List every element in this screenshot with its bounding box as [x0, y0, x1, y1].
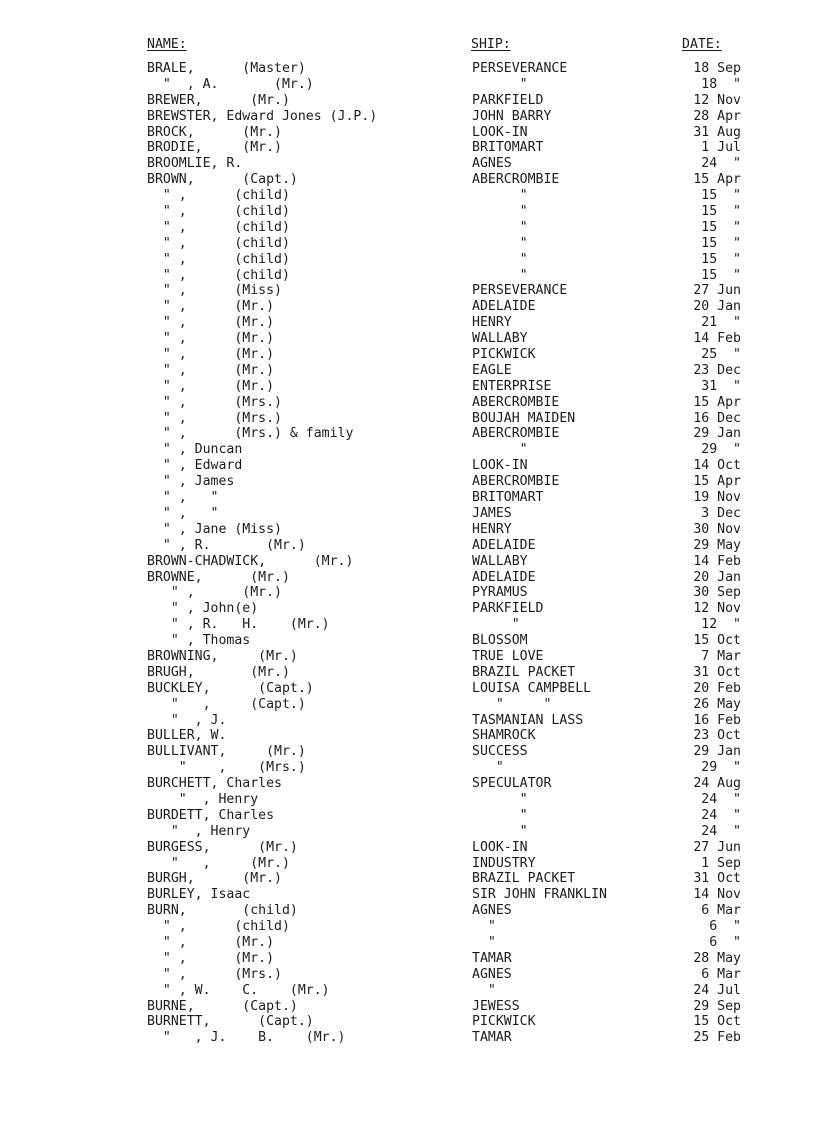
row-name: BROWNING, (Mr.) [147, 648, 298, 664]
row-name: " , A. (Mr.) [147, 76, 314, 92]
row-name: " , (Mr.) [147, 331, 275, 347]
row-date: 12 " [701, 617, 741, 633]
row-ship: " [472, 982, 496, 998]
row-ship: LOUISA CAMPBELL [472, 680, 592, 696]
list-row [0, 125, 816, 141]
row-date: 29 Jan [693, 744, 741, 760]
row-name: BURN, (child) [147, 903, 298, 919]
row-ship: PYRAMUS [472, 585, 528, 601]
column-header-name: NAME: [147, 37, 187, 52]
row-ship: ADELAIDE [472, 537, 536, 553]
row-ship: AGNES [472, 903, 512, 919]
list-row [0, 1030, 816, 1046]
list-row [0, 522, 816, 538]
row-name: BRALE, (Master) [147, 61, 306, 76]
list-row [0, 554, 816, 570]
list-row [0, 538, 816, 554]
row-ship: BLOSSOM [472, 633, 528, 649]
row-name: BURGH, (Mr.) [147, 871, 282, 887]
list-row [0, 109, 816, 125]
row-date: 20 Jan [693, 299, 741, 315]
row-date: 6 Mar [701, 966, 741, 982]
row-date: 15 " [701, 219, 741, 235]
row-ship: " [472, 807, 528, 823]
row-ship: HENRY [472, 521, 512, 537]
row-ship: " [472, 791, 528, 807]
row-name: " , (child) [147, 919, 290, 935]
row-ship: " [472, 823, 528, 839]
row-ship: " [472, 204, 528, 220]
row-ship: ABERCROMBIE [472, 474, 560, 490]
row-name: " , (Mr.) [147, 855, 290, 871]
list-row [0, 935, 816, 951]
row-name: " , (Mr.) [147, 950, 275, 966]
row-ship: ADELAIDE [472, 299, 536, 315]
list-row [0, 697, 816, 713]
list-row [0, 649, 816, 665]
row-name: " , Duncan [147, 442, 243, 458]
row-date: 3 Dec [701, 505, 741, 521]
row-name: " , Henry [147, 823, 251, 839]
list-row [0, 252, 816, 268]
row-date: 28 Apr [693, 108, 741, 124]
row-name: BREWER, (Mr.) [147, 92, 290, 108]
row-date: 15 Oct [693, 1014, 741, 1030]
row-ship: TAMAR [472, 1030, 512, 1046]
row-date: 15 Apr [693, 172, 741, 188]
list-row [0, 760, 816, 776]
row-name: BURLEY, Isaac [147, 887, 251, 903]
row-date: 15 Apr [693, 474, 741, 490]
row-name: BURNE, (Capt.) [147, 998, 298, 1014]
row-date: 29 Sep [693, 998, 741, 1014]
row-date: 27 Jun [693, 283, 741, 299]
row-date: 19 Nov [693, 490, 741, 506]
row-name: " , (child) [147, 235, 290, 251]
row-name: " , (Miss) [147, 283, 282, 299]
row-name: " , Jane (Miss) [147, 521, 282, 537]
list-row [0, 713, 816, 729]
row-date: 30 Nov [693, 521, 741, 537]
list-row [0, 220, 816, 236]
list-row [0, 299, 816, 315]
list-row [0, 983, 816, 999]
row-date: 16 Feb [693, 712, 741, 728]
list-row [0, 856, 816, 872]
row-ship: JAMES [472, 505, 512, 521]
row-name: " , " [147, 490, 219, 506]
list-row [0, 347, 816, 363]
list-row [0, 887, 816, 903]
list-row [0, 1014, 816, 1030]
list-row [0, 188, 816, 204]
row-ship: PARKFIELD [472, 601, 544, 617]
list-row [0, 283, 816, 299]
row-date: 24 " [701, 791, 741, 807]
list-row [0, 585, 816, 601]
list-row [0, 490, 816, 506]
row-date: 14 Oct [693, 458, 741, 474]
list-row [0, 140, 816, 156]
row-ship: " [472, 251, 528, 267]
row-date: 21 " [701, 315, 741, 331]
row-ship: " [472, 617, 520, 633]
row-date: 14 Feb [693, 331, 741, 347]
row-ship: SPECULATOR [472, 776, 552, 792]
row-ship: " " [472, 696, 552, 712]
row-name: BUCKLEY, (Capt.) [147, 680, 314, 696]
row-date: 31 " [701, 378, 741, 394]
list-row [0, 570, 816, 586]
row-ship: " [472, 188, 528, 204]
row-ship: " [472, 267, 528, 283]
list-row [0, 363, 816, 379]
row-ship: LOOK-IN [472, 124, 528, 140]
row-ship: SIR JOHN FRANKLIN [472, 887, 607, 903]
row-date: 29 Jan [693, 426, 741, 442]
list-row [0, 426, 816, 442]
row-date: 16 Dec [693, 410, 741, 426]
row-name: " , (Mr.) [147, 378, 275, 394]
list-row [0, 681, 816, 697]
row-name: " , (Mr.) [147, 315, 275, 331]
row-name: BURCHETT, Charles [147, 776, 282, 792]
row-name: " , (child) [147, 219, 290, 235]
row-name: " , (Mrs.) [147, 760, 306, 776]
row-name: BRODIE, (Mr.) [147, 140, 282, 156]
row-ship: " [472, 442, 528, 458]
row-name: " , James [147, 474, 235, 490]
row-name: " , (Mrs.) & family [147, 426, 354, 442]
row-ship: AGNES [472, 966, 512, 982]
row-name: " , (Mr.) [147, 585, 282, 601]
row-ship: TASMANIAN LASS [472, 712, 584, 728]
list-row [0, 93, 816, 109]
row-name: " , (Mrs.) [147, 966, 282, 982]
row-date: 12 Nov [693, 92, 741, 108]
row-ship: BRAZIL PACKET [472, 871, 576, 887]
row-ship: PICKWICK [472, 1014, 536, 1030]
list-row [0, 792, 816, 808]
row-name: " , (child) [147, 267, 290, 283]
list-row [0, 315, 816, 331]
row-date: 30 Sep [693, 585, 741, 601]
row-ship: ADELAIDE [472, 569, 536, 585]
row-name: " , (Capt.) [147, 696, 306, 712]
row-date: 29 " [701, 442, 741, 458]
row-ship: HENRY [472, 315, 512, 331]
row-date: 27 Jun [693, 839, 741, 855]
row-ship: PERSEVERANCE [472, 283, 568, 299]
list-row [0, 999, 816, 1015]
row-date: 28 May [693, 950, 741, 966]
list-row [0, 665, 816, 681]
list-row [0, 967, 816, 983]
list-row [0, 824, 816, 840]
row-ship: LOOK-IN [472, 458, 528, 474]
row-date: 18 " [701, 76, 741, 92]
row-ship: PARKFIELD [472, 92, 544, 108]
row-date: 7 Mar [701, 648, 741, 664]
list-row [0, 506, 816, 522]
row-date: 1 Sep [701, 855, 741, 871]
row-date: 20 Jan [693, 569, 741, 585]
row-name: " , (Mrs.) [147, 394, 282, 410]
list-row [0, 204, 816, 220]
row-date: 6 " [709, 919, 741, 935]
row-ship: " [472, 934, 496, 950]
list-row [0, 442, 816, 458]
row-date: 29 May [693, 537, 741, 553]
row-ship: SHAMROCK [472, 728, 536, 744]
row-name: " , J. [147, 712, 227, 728]
list-row [0, 156, 816, 172]
list-row [0, 458, 816, 474]
list-row [0, 919, 816, 935]
row-name: " , (Mrs.) [147, 410, 282, 426]
row-date: 15 Apr [693, 394, 741, 410]
row-name: BRUGH, (Mr.) [147, 664, 290, 680]
list-row [0, 236, 816, 252]
row-ship: JOHN BARRY [472, 108, 552, 124]
row-name: " , R. H. (Mr.) [147, 617, 330, 633]
row-ship: ABERCROMBIE [472, 172, 560, 188]
list-row [0, 379, 816, 395]
row-name: BROCK, (Mr.) [147, 124, 282, 140]
row-ship: BRITOMART [472, 490, 544, 506]
column-header-ship: SHIP: [471, 37, 511, 52]
list-row [0, 633, 816, 649]
list-row [0, 395, 816, 411]
row-date: 26 May [693, 696, 741, 712]
row-name: " , " [147, 505, 219, 521]
row-date: 15 " [701, 204, 741, 220]
row-name: " , R. (Mr.) [147, 537, 306, 553]
list-row [0, 268, 816, 284]
row-name: " , (child) [147, 188, 290, 204]
row-name: " , Henry [147, 791, 259, 807]
row-name: " , W. C. (Mr.) [147, 982, 330, 998]
row-ship: LOOK-IN [472, 839, 528, 855]
row-name: BROWN, (Capt.) [147, 172, 298, 188]
list-row [0, 808, 816, 824]
list-row [0, 776, 816, 792]
list-row [0, 728, 816, 744]
row-date: 24 Aug [693, 776, 741, 792]
row-date: 20 Feb [693, 680, 741, 696]
passenger-list [0, 61, 816, 1046]
row-ship: " [472, 235, 528, 251]
row-ship: AGNES [472, 156, 512, 172]
row-date: 15 " [701, 267, 741, 283]
row-date: 25 " [701, 347, 741, 363]
row-date: 24 " [701, 823, 741, 839]
row-date: 24 " [701, 156, 741, 172]
row-date: 15 " [701, 188, 741, 204]
list-row [0, 474, 816, 490]
row-date: 25 Feb [693, 1030, 741, 1046]
row-name: BURNETT, (Capt.) [147, 1014, 314, 1030]
row-name: " , Edward [147, 458, 243, 474]
row-date: 6 Mar [701, 903, 741, 919]
list-row [0, 61, 816, 77]
list-row [0, 601, 816, 617]
row-name: " , (child) [147, 251, 290, 267]
row-date: 15 " [701, 251, 741, 267]
row-date: 24 " [701, 807, 741, 823]
row-date: 15 " [701, 235, 741, 251]
row-date: 1 Jul [701, 140, 741, 156]
row-ship: PERSEVERANCE [472, 61, 568, 76]
row-ship: JEWESS [472, 998, 520, 1014]
list-row [0, 744, 816, 760]
row-ship: BRAZIL PACKET [472, 664, 576, 680]
row-date: 23 Oct [693, 728, 741, 744]
list-row [0, 172, 816, 188]
row-ship: " [472, 760, 504, 776]
list-row [0, 951, 816, 967]
row-name: " , Thomas [147, 633, 251, 649]
row-name: " , (child) [147, 204, 290, 220]
row-name: BREWSTER, Edward Jones (J.P.) [147, 108, 378, 124]
row-ship: ENTERPRISE [472, 378, 552, 394]
row-name: BULLER, W. [147, 728, 227, 744]
row-ship: ABERCROMBIE [472, 394, 560, 410]
row-ship: INDUSTRY [472, 855, 536, 871]
row-name: BULLIVANT, (Mr.) [147, 744, 306, 760]
row-date: 31 Aug [693, 124, 741, 140]
row-ship: PICKWICK [472, 347, 536, 363]
list-row [0, 840, 816, 856]
row-date: 18 Sep [693, 61, 741, 76]
row-date: 12 Nov [693, 601, 741, 617]
row-date: 14 Nov [693, 887, 741, 903]
list-row [0, 903, 816, 919]
row-ship: WALLABY [472, 553, 528, 569]
row-date: 29 " [701, 760, 741, 776]
row-name: " , (Mr.) [147, 299, 275, 315]
row-name: BROWNE, (Mr.) [147, 569, 290, 585]
row-name: " , (Mr.) [147, 362, 275, 378]
row-name: " , John(e) [147, 601, 259, 617]
row-name: BURDETT, Charles [147, 807, 275, 823]
row-ship: BOUJAH MAIDEN [472, 410, 576, 426]
row-date: 14 Feb [693, 553, 741, 569]
row-date: 15 Oct [693, 633, 741, 649]
row-ship: TRUE LOVE [472, 648, 544, 664]
row-name: " , (Mr.) [147, 934, 275, 950]
row-ship: WALLABY [472, 331, 528, 347]
row-date: 6 " [709, 934, 741, 950]
row-name: BROWN-CHADWICK, (Mr.) [147, 553, 354, 569]
row-ship: ABERCROMBIE [472, 426, 560, 442]
row-name: BROOMLIE, R. [147, 156, 243, 172]
list-row [0, 77, 816, 93]
row-ship: TAMAR [472, 950, 512, 966]
row-date: 24 Jul [693, 982, 741, 998]
row-ship: SUCCESS [472, 744, 528, 760]
row-ship: BRITOMART [472, 140, 544, 156]
row-ship: " [472, 76, 528, 92]
row-name: BURGESS, (Mr.) [147, 839, 298, 855]
row-name: " , J. B. (Mr.) [147, 1030, 346, 1046]
row-ship: " [472, 919, 496, 935]
list-row [0, 871, 816, 887]
row-date: 23 Dec [693, 362, 741, 378]
row-ship: EAGLE [472, 362, 512, 378]
row-date: 31 Oct [693, 871, 741, 887]
list-row [0, 331, 816, 347]
list-row [0, 617, 816, 633]
column-header-date: DATE: [682, 37, 722, 52]
row-date: 31 Oct [693, 664, 741, 680]
row-ship: " [472, 219, 528, 235]
row-name: " , (Mr.) [147, 347, 275, 363]
list-row [0, 411, 816, 427]
